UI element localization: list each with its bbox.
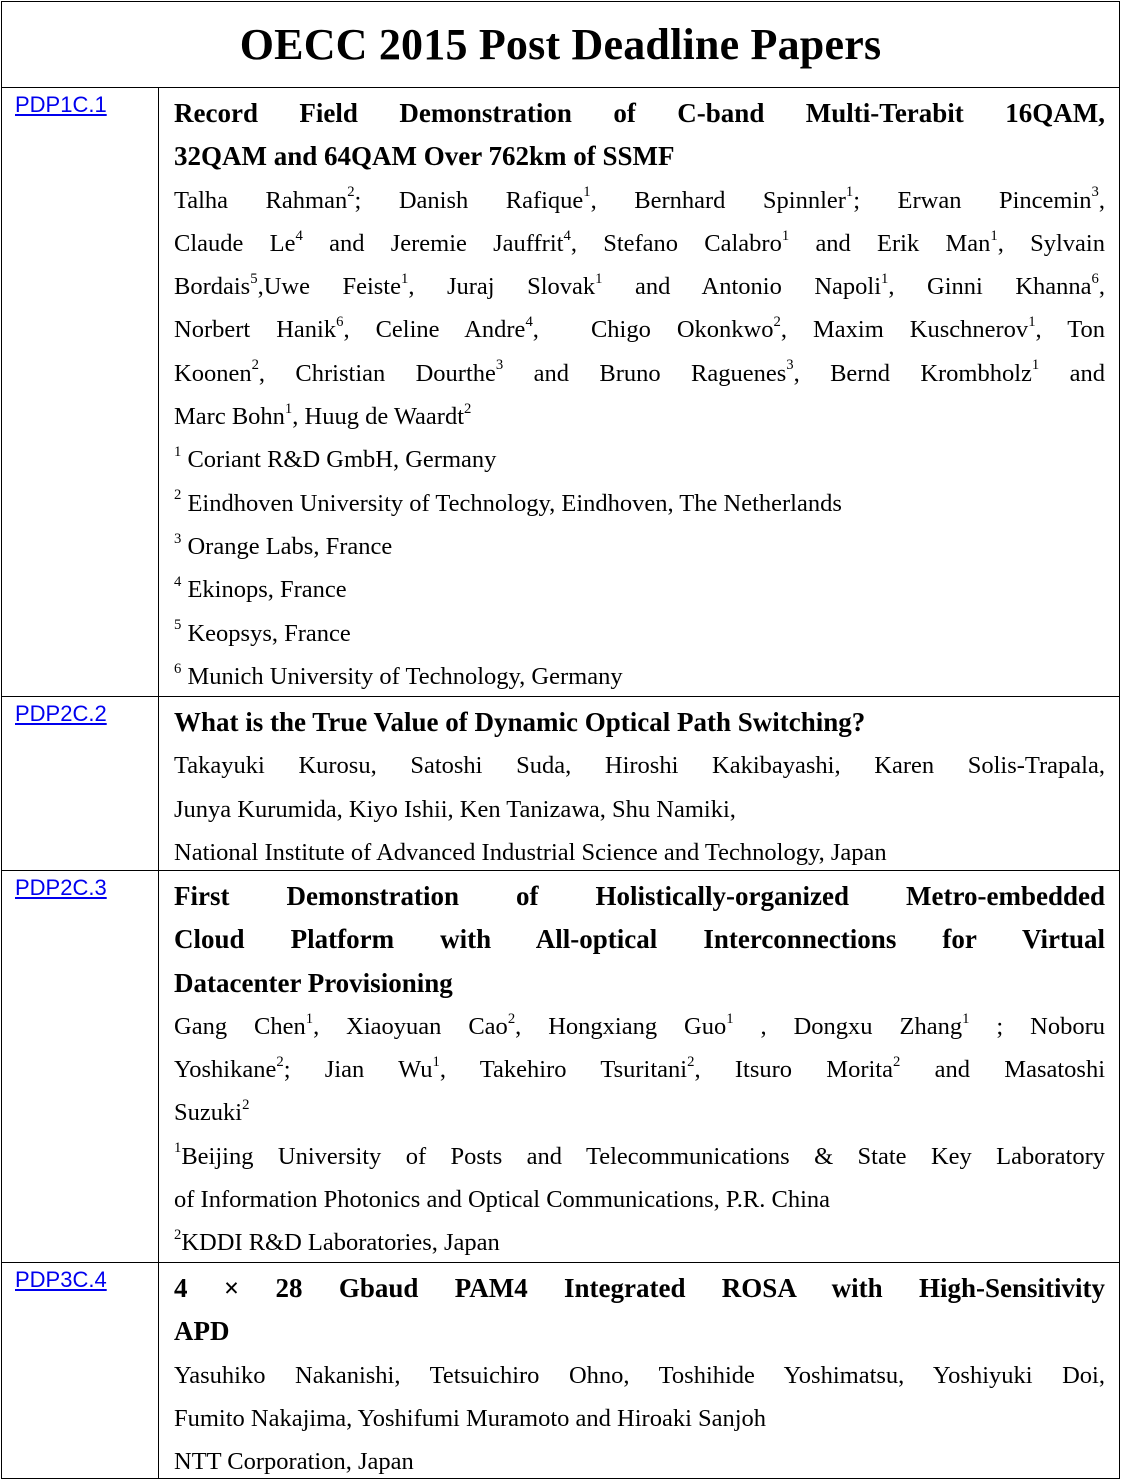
affiliation-line	[174, 438, 1105, 481]
paper-row	[1, 88, 1120, 697]
superscript-marker: 6	[336, 314, 344, 331]
text-fragment: Bordais	[174, 273, 251, 301]
superscript-marker: 1	[781, 227, 790, 244]
superscript-marker: 2	[893, 1053, 901, 1070]
paper-id-link[interactable]: PDP2C.3	[15, 875, 107, 900]
paper-title-line: Datacenter Provisioning	[174, 967, 453, 998]
paper-title-line: What is the True Value of Dynamic Optical Path Switching?	[174, 707, 866, 737]
text-fragment: Koonen	[174, 359, 252, 387]
text-fragment: and Antonio Napoli	[602, 273, 882, 301]
paper-title-line: 4 × 28 Gbaud PAM4 Integrated ROSA with High-Sensitivity	[174, 1273, 1105, 1303]
superscript-marker: 1	[1028, 314, 1036, 331]
superscript-marker: 1	[990, 227, 998, 244]
superscript-marker: 1	[845, 184, 854, 201]
text-fragment: , Takehiro Tsuritani	[439, 1056, 688, 1084]
paper-details	[174, 875, 1105, 1265]
superscript-marker: 2	[347, 184, 355, 201]
superscript-marker: 2	[242, 1097, 250, 1114]
superscript-marker: 1	[400, 270, 409, 287]
text-fragment: ; Jian Wu	[283, 1056, 433, 1084]
superscript-marker: 5	[250, 270, 258, 287]
text-fragment: , Stefano Calabro	[570, 229, 782, 257]
text-fragment: and	[1039, 359, 1105, 387]
superscript-marker: 4	[563, 227, 571, 244]
text-fragment: ,Uwe Feiste	[257, 273, 401, 301]
author-line	[174, 1397, 1105, 1440]
text-fragment: , Bernhard Spinnler	[590, 186, 846, 214]
superscript-marker: 2	[507, 1010, 516, 1027]
paper-details	[174, 701, 1105, 874]
text-fragment: ,	[1098, 186, 1105, 214]
affiliation-line	[174, 568, 1105, 611]
text-fragment: Marc Bohn	[174, 403, 285, 431]
paper-row	[1, 697, 1120, 871]
superscript-marker: 4	[174, 573, 182, 590]
paper-id-link[interactable]: PDP1C.1	[15, 92, 107, 117]
text-fragment: KDDI R&D Laboratories, Japan	[181, 1229, 500, 1257]
superscript-marker: 1	[174, 1140, 182, 1157]
text-fragment: NTT Corporation, Japan	[174, 1448, 414, 1476]
paper-id-link[interactable]: PDP3C.4	[15, 1267, 107, 1292]
text-fragment: and Masatoshi	[900, 1056, 1106, 1084]
paper-details	[174, 1267, 1105, 1483]
text-fragment: Fumito Nakajima, Yoshifumi Muramoto and Hiroaki Sanjoh	[174, 1404, 767, 1432]
paper-id-cell	[1, 1263, 159, 1479]
text-fragment: , Ginni Khanna	[888, 273, 1092, 301]
paper-title-line: 32QAM and 64QAM Over 762km of SSMF	[174, 141, 675, 172]
text-fragment: ; Noboru	[969, 1012, 1105, 1040]
author-line	[174, 1048, 1105, 1091]
superscript-marker: 1	[174, 444, 182, 461]
text-fragment: , Xiaoyuan Cao	[313, 1012, 508, 1040]
author-line	[174, 308, 1105, 351]
text-fragment: , Huug de Waardt	[292, 403, 465, 431]
author-line	[174, 1354, 1105, 1397]
affiliation-line	[174, 1178, 1105, 1221]
text-fragment: Junya Kurumida, Kiyo Ishii, Ken Tanizawa, Shu Namiki,	[174, 795, 736, 823]
text-fragment: , Chigo Okonkwo	[532, 316, 774, 344]
superscript-marker: 3	[174, 530, 182, 547]
author-line	[174, 265, 1105, 308]
paper-id-link[interactable]: PDP2C.2	[15, 701, 107, 726]
superscript-marker: 2	[773, 314, 781, 331]
text-fragment: Norbert Hanik	[174, 316, 337, 344]
text-fragment: Talha Rahman	[174, 186, 348, 214]
text-fragment: , Hongxiang Guo	[515, 1012, 727, 1040]
text-fragment: Yasuhiko Nakanishi, Tetsuichiro Ohno, Toshihide Yoshimatsu, Yoshiyuki Doi,	[174, 1361, 1105, 1389]
page-title: OECC 2015 Post Deadline Papers	[239, 19, 882, 69]
text-fragment: , Itsuro Morita	[694, 1056, 893, 1084]
affiliation-line	[174, 1221, 1105, 1264]
affiliation-line	[174, 655, 1105, 698]
text-fragment: , Sylvain	[997, 229, 1105, 257]
text-fragment: and Jeremie Jauffrit	[302, 229, 564, 257]
author-line	[174, 222, 1105, 265]
text-fragment: Coriant R&D GmbH, Germany	[187, 446, 497, 474]
text-fragment: National Institute of Advanced Industrial Science and Technology, Japan	[174, 838, 887, 866]
text-fragment: , Celine Andre	[343, 316, 526, 344]
text-fragment: Orange Labs, France	[187, 532, 393, 560]
superscript-marker: 1	[432, 1053, 440, 1070]
paper-title-line: Record Field Demonstration of C-band Multi-Terabit 16QAM,	[174, 98, 1105, 128]
text-fragment: Munich University of Technology, Germany	[187, 662, 623, 690]
superscript-marker: 3	[1091, 184, 1099, 201]
author-line	[174, 1005, 1105, 1048]
superscript-marker: 1	[583, 184, 591, 201]
text-fragment: Yoshikane	[174, 1056, 277, 1084]
author-line	[174, 788, 1105, 831]
superscript-marker: 2	[687, 1053, 695, 1070]
title-row	[1, 1, 1120, 88]
affiliation-line	[174, 482, 1105, 525]
author-line	[174, 352, 1105, 395]
superscript-marker: 1	[962, 1010, 970, 1027]
superscript-marker: 1	[595, 270, 603, 287]
text-fragment: , Bernd Krombholz	[793, 359, 1032, 387]
paper-title-line: Cloud Platform with All-optical Interconnections for Virtual	[174, 924, 1105, 955]
author-line	[174, 744, 1105, 787]
superscript-marker: 2	[276, 1053, 284, 1070]
superscript-marker: 1	[305, 1010, 314, 1027]
affiliation-line	[174, 831, 1105, 874]
text-fragment: Eindhoven University of Technology, Eindhoven, The Netherlands	[187, 489, 842, 517]
paper-details	[174, 92, 1105, 698]
superscript-marker: 2	[251, 357, 259, 374]
superscript-marker: 1	[1031, 357, 1040, 374]
superscript-marker: 3	[495, 357, 504, 374]
paper-title-line: APD	[174, 1316, 230, 1347]
text-fragment: and Bruno Raguenes	[503, 359, 787, 387]
paper-id-cell	[1, 88, 159, 696]
text-fragment: and Erik Man	[789, 229, 991, 257]
text-fragment: , Ton	[1035, 316, 1105, 344]
superscript-marker: 4	[295, 227, 303, 244]
affiliation-line	[174, 1135, 1105, 1178]
text-fragment: Keopsys, France	[187, 619, 351, 647]
superscript-marker: 3	[786, 357, 794, 374]
superscript-marker: 4	[525, 314, 533, 331]
author-line	[174, 395, 1105, 438]
paper-id-cell	[1, 871, 159, 1262]
text-fragment: , Dongxu Zhang	[733, 1012, 963, 1040]
superscript-marker: 5	[174, 617, 182, 634]
text-fragment: ; Danish Rafique	[354, 186, 584, 214]
text-fragment: Beijing University of Posts and Telecommunications & State Key Laboratory	[181, 1142, 1105, 1170]
text-fragment: ,	[1098, 273, 1105, 301]
superscript-marker: 2	[464, 400, 472, 417]
text-fragment: Gang Chen	[174, 1012, 306, 1040]
text-fragment: , Christian Dourthe	[258, 359, 496, 387]
text-fragment: ; Erwan Pincemin	[853, 186, 1092, 214]
text-fragment: , Maxim Kuschnerov	[780, 316, 1029, 344]
text-fragment: , Juraj Slovak	[408, 273, 596, 301]
superscript-marker: 6	[1091, 270, 1099, 287]
superscript-marker: 2	[174, 1227, 182, 1244]
superscript-marker: 1	[284, 400, 293, 417]
superscript-marker: 2	[174, 487, 182, 504]
author-line	[174, 1091, 1105, 1134]
text-fragment: of Information Photonics and Optical Communications, P.R. China	[174, 1186, 830, 1214]
affiliation-line	[174, 1440, 1105, 1483]
affiliation-line	[174, 525, 1105, 568]
superscript-marker: 1	[726, 1010, 734, 1027]
superscript-marker: 1	[881, 270, 889, 287]
text-fragment: Claude Le	[174, 229, 296, 257]
paper-row	[1, 1263, 1120, 1479]
superscript-marker: 6	[174, 660, 182, 677]
author-line	[174, 179, 1105, 222]
paper-id-cell	[1, 697, 159, 870]
text-fragment: Suzuki	[174, 1099, 243, 1127]
affiliation-line	[174, 612, 1105, 655]
text-fragment: Takayuki Kurosu, Satoshi Suda, Hiroshi Kakibayashi, Karen Solis-Trapala,	[174, 752, 1105, 780]
paper-title-line: First Demonstration of Holistically-organized Metro-embedded	[174, 881, 1105, 911]
text-fragment: Ekinops, France	[187, 576, 347, 604]
paper-row	[1, 871, 1120, 1263]
